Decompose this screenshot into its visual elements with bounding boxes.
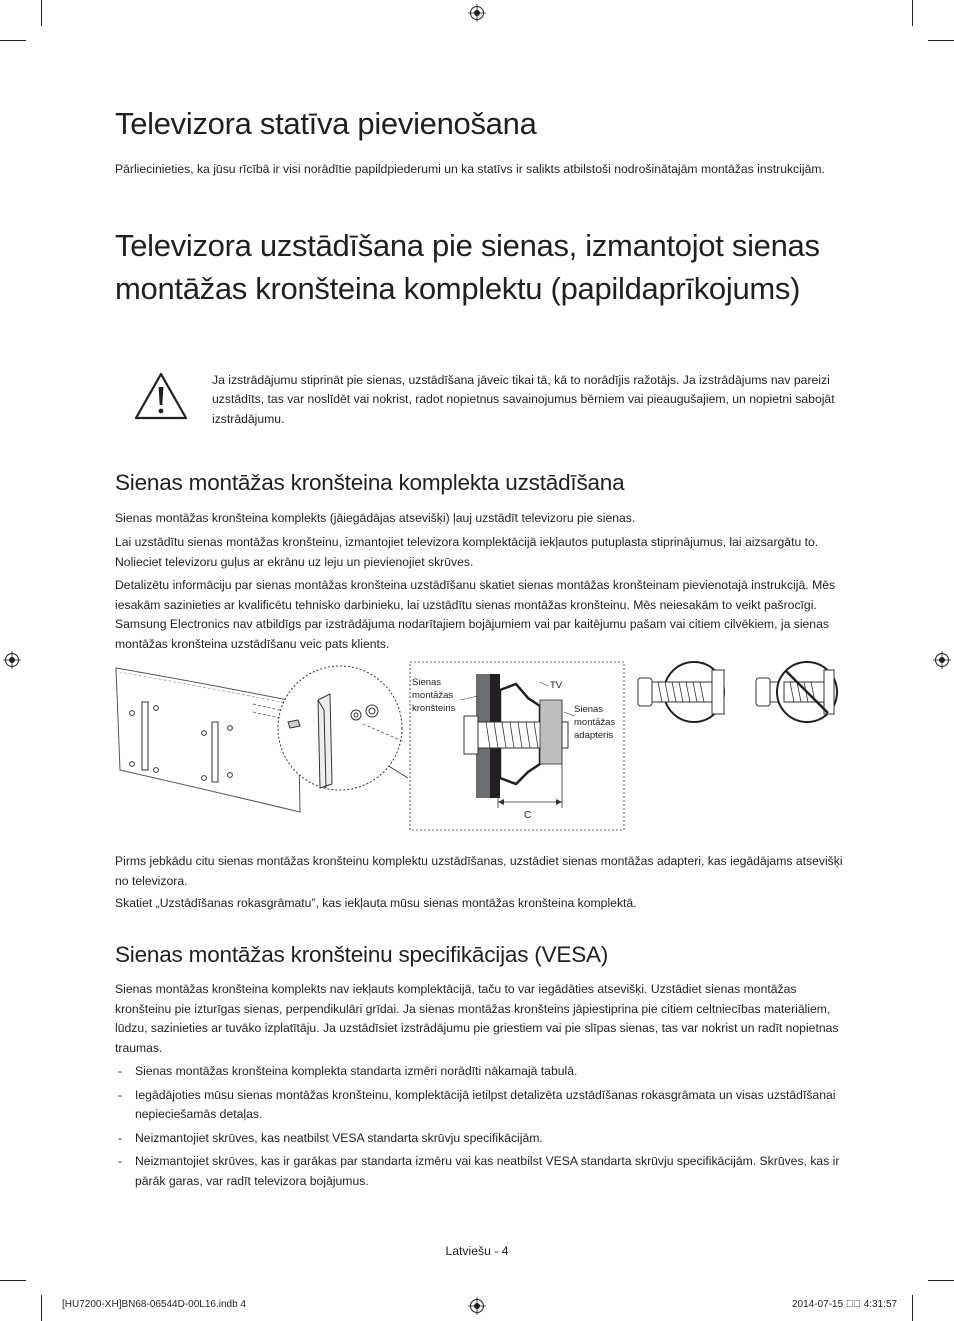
registration-mark-icon [468,1297,486,1315]
crop-mark [928,40,954,41]
crop-mark [0,1280,26,1281]
crop-mark [912,1295,913,1321]
section-heading-vesa: Sienas montāžas kronšteinu specifikācijas (VESA) [115,942,609,967]
label-dimension-c: C [524,810,532,821]
label-wall-bracket-1: Sienas [412,677,442,688]
paragraph: Sienas montāžas kronšteina komplekts nav iekļauts komplektācijā, taču to var iegādāties atsevišķi. Uzstādiet sienas montāžas kronšteinu pie izturīgas sienas, perpendikulāri grīdai. Ja sienas montāžas kronšteins jāpiestiprina pie citiem celtniecības materiāliem, lūdzu, sazinieties ar tuvāko izplatītāju. Ja uzstādīsiet izstrādājumu pie griestiem vai pie slīpas sienas, tas var nokrist un radīt nopietnas traumas. [115,982,839,1055]
svg-text:montāžas [574,717,615,728]
crop-mark [41,1295,42,1321]
list-item-text: Neizmantojiet skrūves, kas neatbilst VESA standarta skrūvju specifikācijām. [135,1130,543,1145]
warning-triangle-icon [133,371,189,421]
page-number: Latviešu - 4 [445,1244,509,1258]
svg-text:kronšteins [412,703,456,714]
print-slug-date: 2014-07-15 ￿￿ 4:31:57 [792,1299,898,1310]
registration-mark-icon [933,651,951,669]
crop-mark [912,0,913,26]
svg-text:adapteris [574,730,613,741]
svg-text:Sienas [574,704,603,715]
incorrect-screw-icon [756,662,837,722]
paragraph: Lai uzstādītu sienas montāžas kronšteinu, izmantojiet televizora komplektācijā iekļautos putuplasta stiprinājumus, lai aizsargātu to. Nolieciet televizoru guļus ar ekrānu uz leju un pievienojiet skrūves. [115,535,819,569]
list-item [115,1129,843,1149]
bullet-marker: - [118,1087,123,1102]
list-item-text: Neizmantojiet skrūves, kas ir garākas par standarta izmēru vai kas neatbilst VESA standarta skrūvju specifikācijām. Skrūves, kas ir pārāk garas, var radīt televizora bojājumus. [135,1154,840,1188]
crop-mark [0,40,26,41]
bullet-marker: - [118,1064,123,1078]
label-tv: TV [550,680,563,691]
label-wall-bracket-2: montāžas [412,690,454,701]
list-item-text: Sienas montāžas kronšteina komplekta standarta izmēri norādīti nākamajā tabulā. [135,1064,578,1078]
paragraph: Pirms jebkādu citu sienas montāžas kronšteinu komplektu uzstādīšanas, uzstādiet sienas montāžas adapteri, kas iegādājams atsevišķi no televizora. [115,854,843,888]
bullet-marker: - [118,1154,123,1168]
svg-text:TV [550,680,563,691]
svg-text:Sienas [412,677,441,688]
wall-mount-diagram [108,660,848,834]
svg-text:montāžas [412,690,453,701]
section-heading-installation: Sienas montāžas kronšteina komplekta uzstādīšana [115,470,625,495]
print-slug-file: [HU7200-XH]BN68-06544D-00L16.indb 4 [62,1299,247,1310]
list-item [115,1152,843,1191]
svg-text:C [524,810,531,821]
warning-text: Ja izstrādājumu stiprināt pie sienas, uzstādīšana jāveic tikai tā, kā to norādījis ražotājs. Ja izstrādājums nav pareizi uzstādīts, tas var noslīdēt vai nokrist, radot nopietnus savainojumus bērniem vai pieaugušajiem, un nopietni sabojāt izstrādājumu. [212,373,835,426]
correct-screw-icon [638,662,724,722]
paragraph: Sienas montāžas kronšteina komplekts (jāiegādājas atsevišķi) ļauj uzstādīt televizoru pie sienas. [115,511,636,525]
intro-text: Pārliecinieties, ka jūsu rīcībā ir visi norādītie papildpiederumi un ka statīvs ir salikts atbilstoši nodrošinātajām montāžas instrukcijām. [115,162,825,176]
page-title: Televizora statīva pievienošana [115,106,537,141]
registration-mark-icon [3,651,21,669]
label-wall-adapter-1: Sienas [574,704,604,715]
label-wall-adapter-3: adapteris [574,730,614,741]
list-item-text: Iegādājoties mūsu sienas montāžas kronšteinu, komplektācijā ietilpst detalizēta uzstādīšanas rokasgrāmata un visas uzstādīšanai nepieciešamās detaļas. [135,1087,836,1121]
crop-mark [41,0,42,26]
label-wall-adapter-2: montāžas [574,717,616,728]
bullet-marker: - [118,1130,123,1145]
registration-mark-icon [468,4,486,22]
list-item [115,1062,843,1082]
crop-mark [928,1280,954,1281]
spec-bullet-list [115,1062,843,1195]
list-item [115,1086,843,1125]
section-title-wall-mount: Televizora uzstādīšana pie sienas, izmantojot sienas montāžas kronšteina komplektu (papildaprīkojums) [115,228,820,306]
label-wall-bracket-3: kronšteins [412,703,456,714]
paragraph: Detalizētu informāciju par sienas montāžas kronšteina uzstādīšanu skatiet sienas montāžas kronšteinam pievienotajā instrukcijā. Mēs iesakām sazinieties ar kvalificētu tehnisko darbinieku, lai uzstādītu sienas montāžas kronšteinu. Mēs neiesakām to veikt pašrocīgi. Samsung Electronics nav atbildīgs par izstrādājuma nodarītajiem bojājumiem vai par kaitējumu pašam vai citiem cilvēkiem, ja sienas montāžas kronšteina uzstādīšanu veic pats klients. [115,578,836,651]
wall-mount-illustration [108,660,848,834]
paragraph: Skatiet „Uzstādīšanas rokasgrāmatu”, kas iekļauta mūsu sienas montāžas kronšteina komplektā. [115,896,637,910]
